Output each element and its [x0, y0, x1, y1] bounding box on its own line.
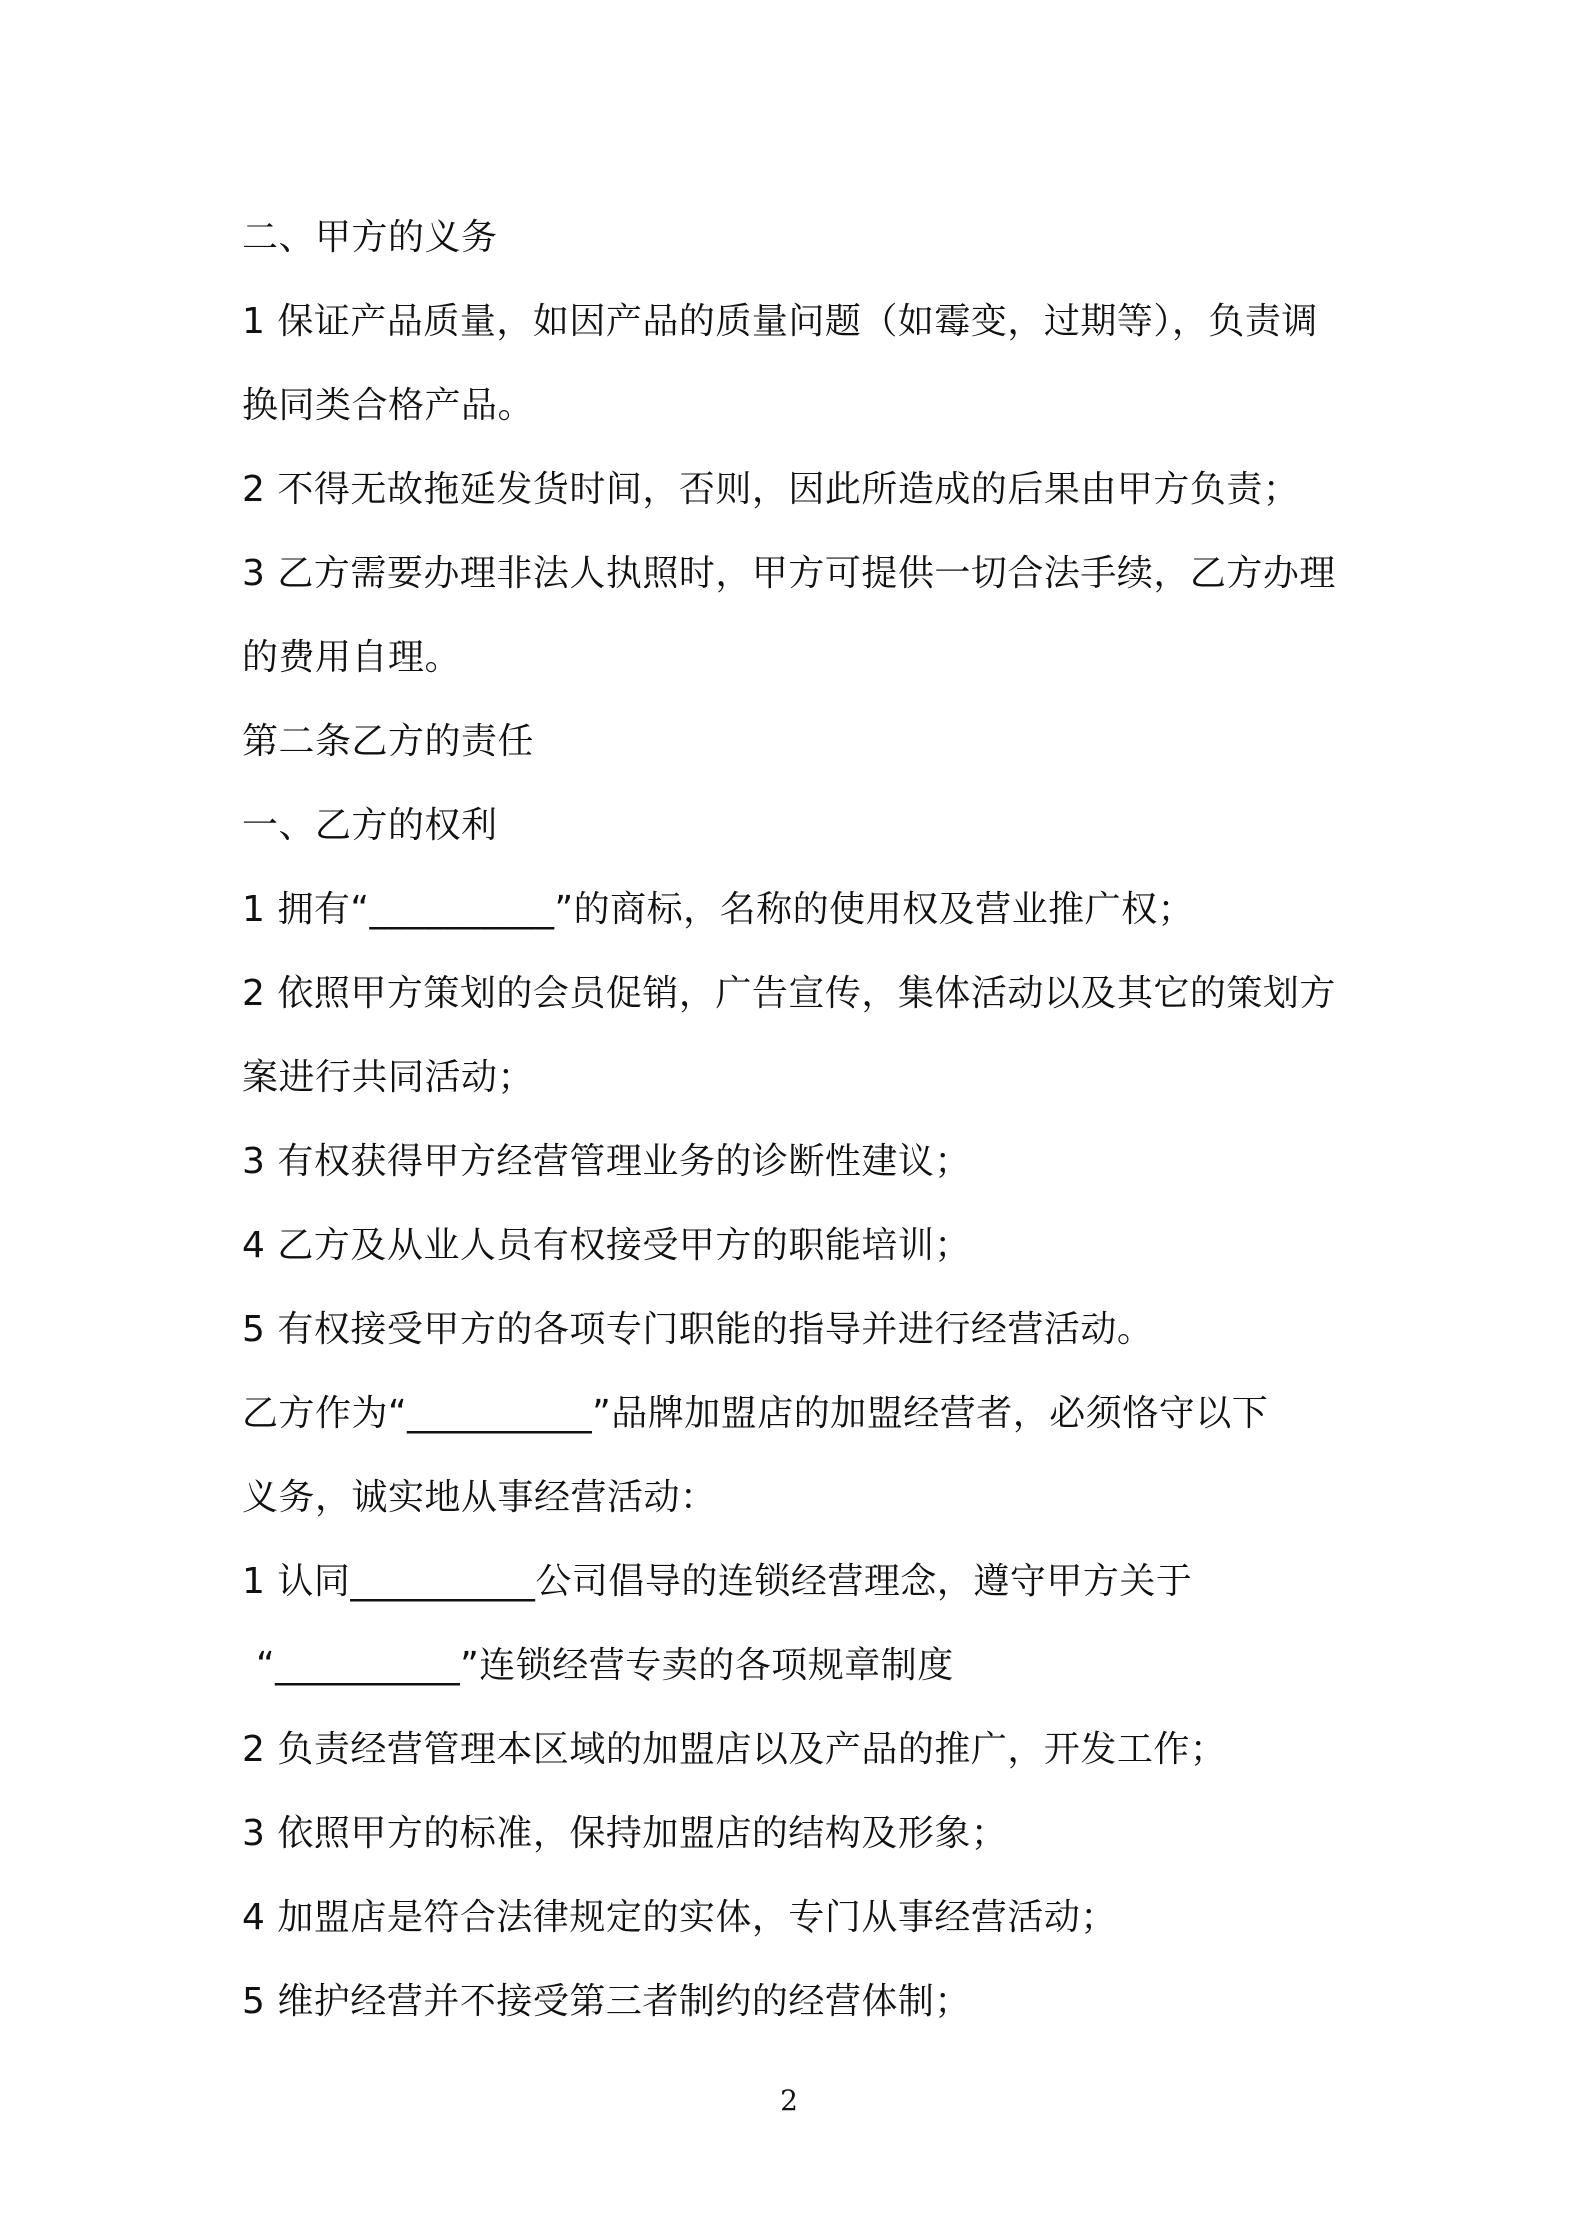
paragraph-line: 2 负责经营管理本区域的加盟店以及产品的推广，开发工作； — [242, 1729, 1227, 1770]
article-heading-party-b-responsibility: 第二条乙方的责任 — [242, 721, 535, 762]
section-heading-party-b-rights: 一、乙方的权利 — [242, 805, 498, 846]
paragraph-line: 3 依照甲方的标准，保持加盟店的结构及形象； — [242, 1813, 1008, 1854]
paragraph-line: “__________”连锁经营专卖的各项规章制度 — [256, 1645, 954, 1686]
paragraph-line: 4 加盟店是符合法律规定的实体，专门从事经营活动； — [242, 1897, 1117, 1938]
section-heading-party-a-obligations: 二、甲方的义务 — [242, 217, 498, 258]
paragraph-line: 义务，诚实地从事经营活动： — [242, 1477, 717, 1518]
paragraph-line: 5 有权接受甲方的各项专门职能的指导并进行经营活动。 — [242, 1309, 1154, 1350]
paragraph-line: 4 乙方及从业人员有权接受甲方的职能培训； — [242, 1225, 971, 1266]
paragraph-line: 2 依照甲方策划的会员促销，广告宣传，集体活动以及其它的策划方 — [242, 973, 1336, 1014]
paragraph-line: 3 有权获得甲方经营管理业务的诊断性建议； — [242, 1141, 971, 1182]
paragraph-line: 1 拥有“__________”的商标，名称的使用权及营业推广权； — [242, 889, 1195, 930]
paragraph-line: 乙方作为“__________”品牌加盟店的加盟经营者，必须恪守以下 — [242, 1393, 1269, 1434]
paragraph-line: 案进行共同活动； — [242, 1057, 535, 1098]
paragraph-line: 3 乙方需要办理非法人执照时，甲方可提供一切合法手续，乙方办理 — [242, 553, 1336, 594]
paragraph-line: 1 保证产品质量，如因产品的质量问题（如霉变，过期等），负责调 — [242, 301, 1318, 342]
paragraph-line: 5 维护经营并不接受第三者制约的经营体制； — [242, 1981, 971, 2022]
paragraph-line: 的费用自理。 — [242, 637, 462, 678]
paragraph-line: 换同类合格产品。 — [242, 385, 535, 426]
document-body — [242, 196, 1362, 2044]
page-number: 2 — [780, 2084, 798, 2117]
paragraph-line: 1 认同__________公司倡导的连锁经营理念，遵守甲方关于 — [242, 1561, 1193, 1602]
paragraph-line: 2 不得无故拖延发货时间，否则，因此所造成的后果由甲方负责； — [242, 469, 1300, 510]
